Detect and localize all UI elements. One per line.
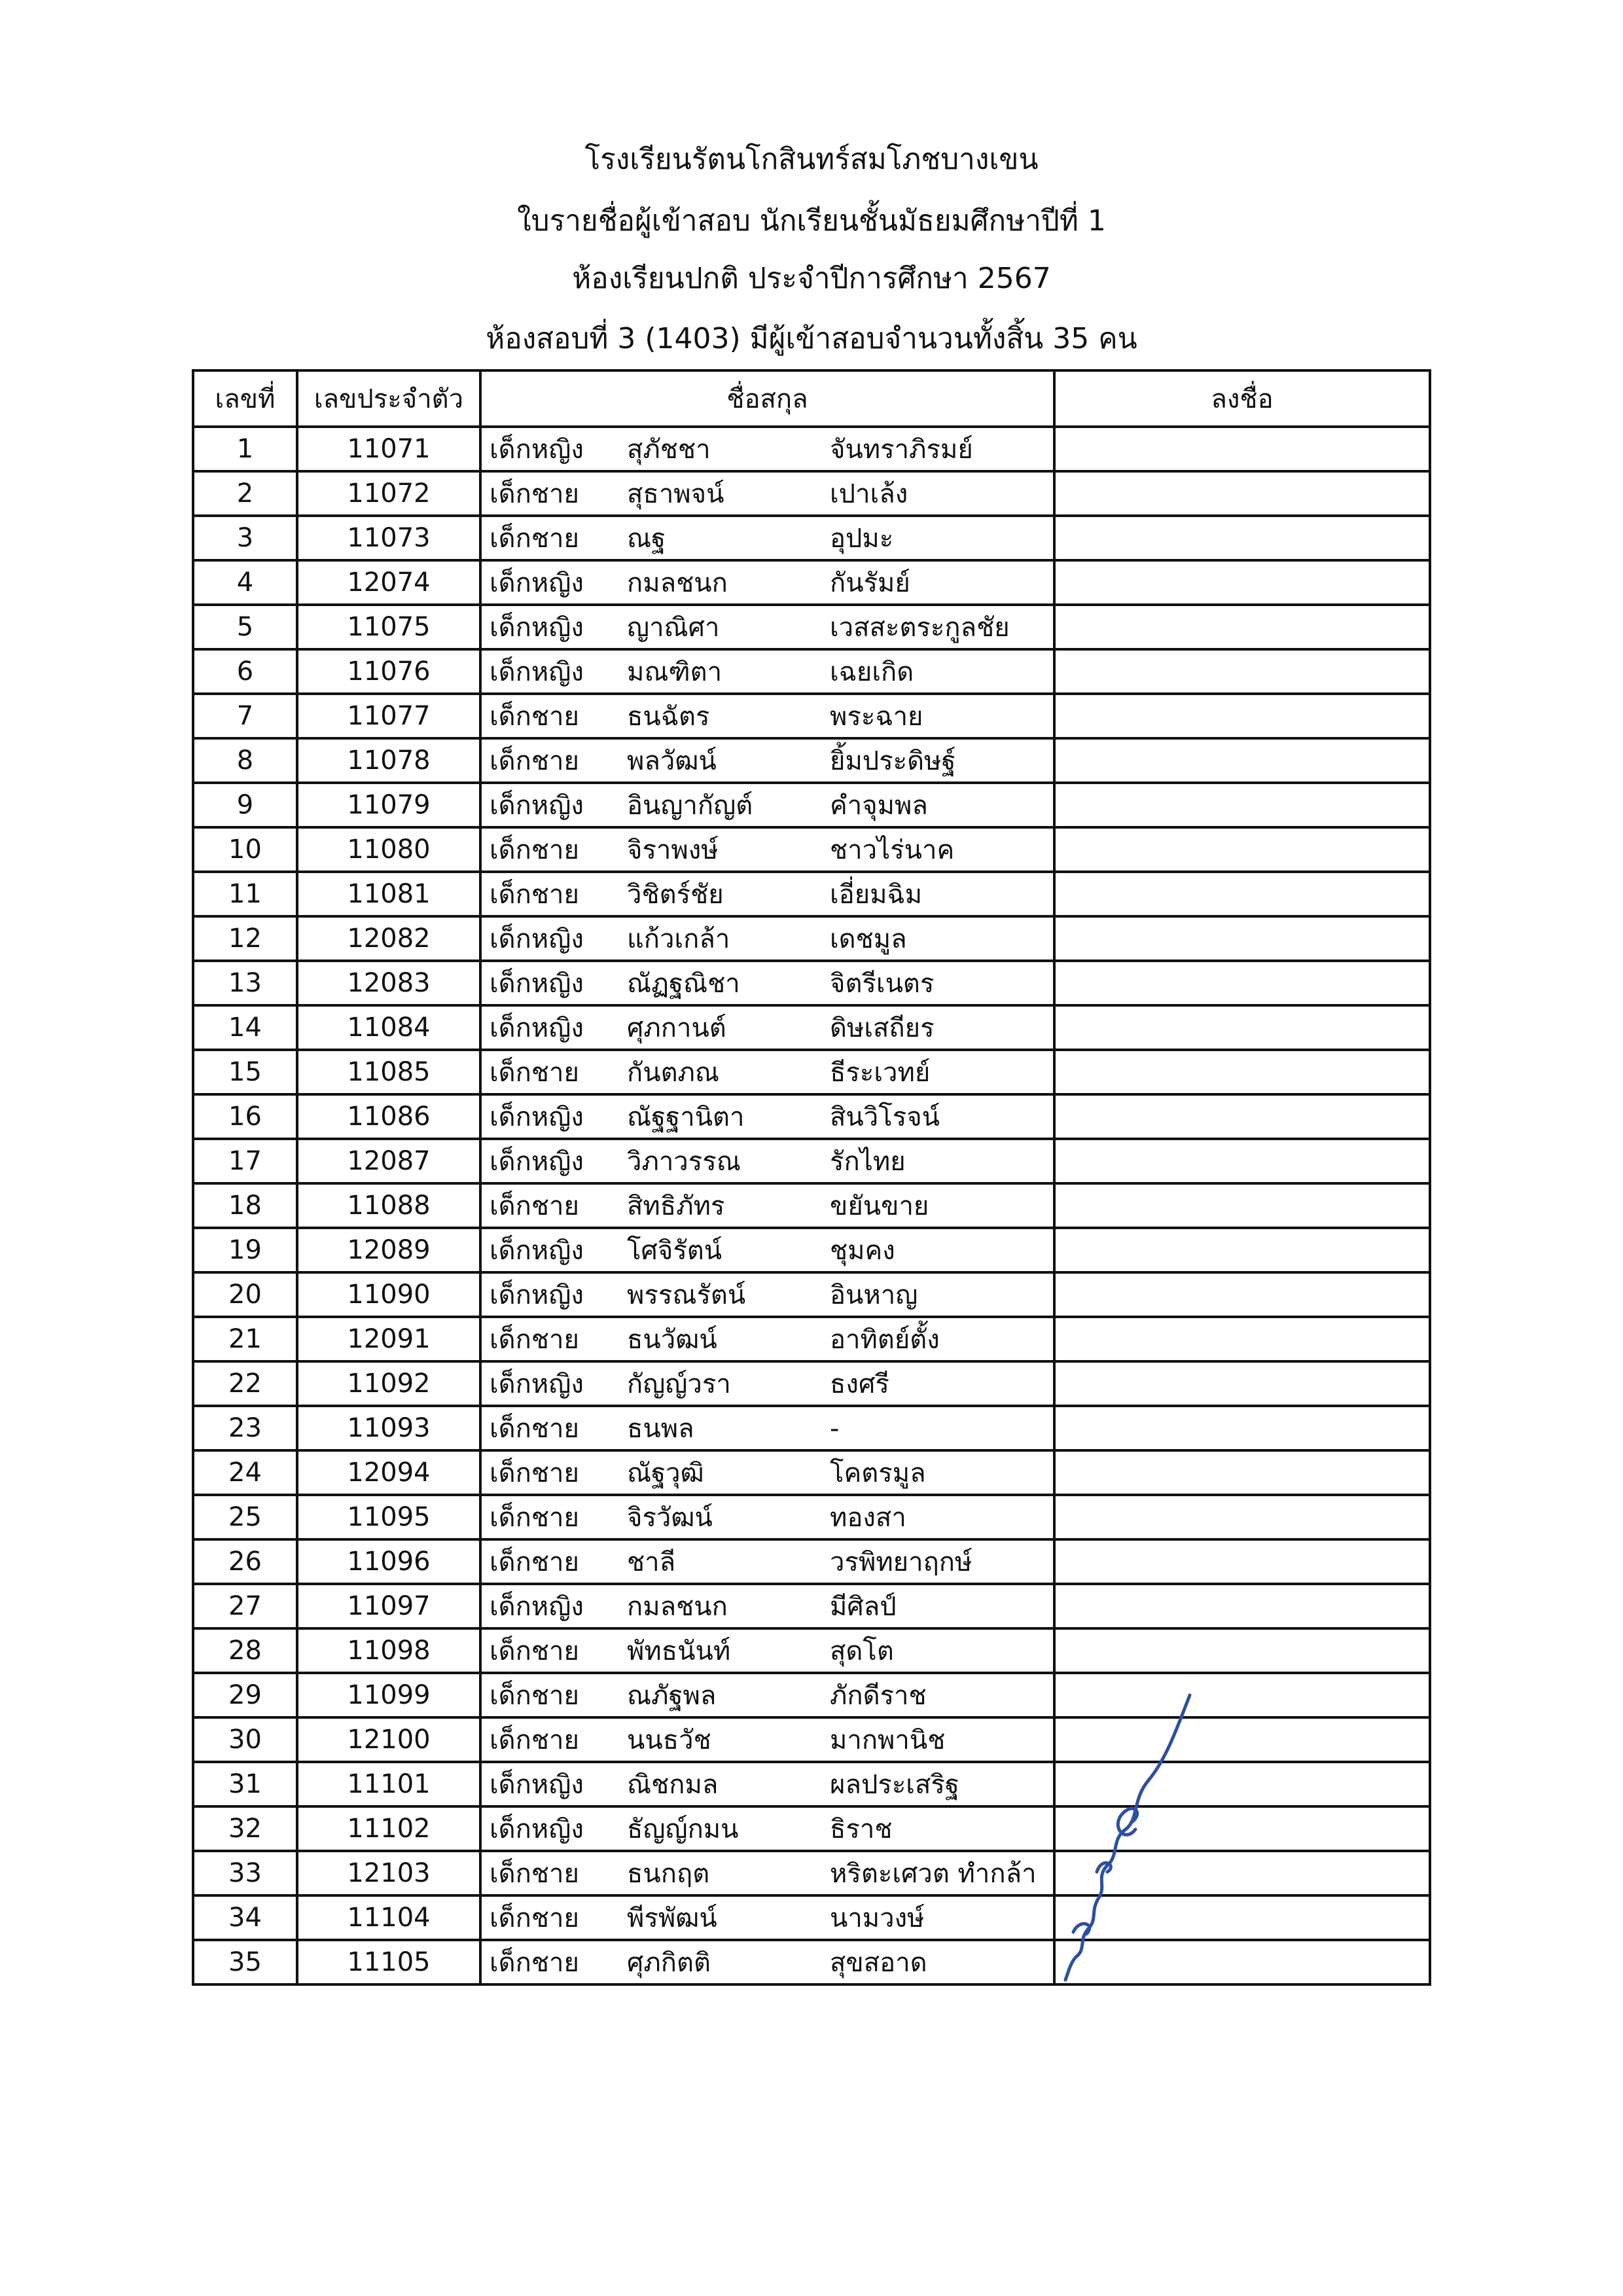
row-number: 15 <box>193 1050 297 1094</box>
signature-cell[interactable] <box>1054 1495 1430 1539</box>
student-id: 11095 <box>297 1495 480 1539</box>
signature-cell[interactable] <box>1054 1762 1430 1806</box>
row-number: 23 <box>193 1406 297 1450</box>
table-row <box>193 1584 1430 1628</box>
student-name <box>480 1450 1054 1495</box>
row-number: 8 <box>193 738 297 783</box>
student-name <box>480 1673 1054 1717</box>
student-id: 11086 <box>297 1094 480 1139</box>
student-name <box>480 1183 1054 1228</box>
name-prefix: เด็กชาย <box>490 1058 579 1088</box>
table-row <box>193 1228 1430 1272</box>
student-id: 12087 <box>297 1139 480 1183</box>
table-row <box>193 1806 1430 1851</box>
student-id: 12089 <box>297 1228 480 1272</box>
last-name: สินวิโรจน์ <box>830 1102 940 1132</box>
row-number: 22 <box>193 1361 297 1406</box>
student-id: 11098 <box>297 1628 480 1673</box>
signature-cell[interactable] <box>1054 1584 1430 1628</box>
first-name: ธนวัฒน์ <box>627 1325 717 1355</box>
student-name <box>480 1495 1054 1539</box>
last-name: ธิราช <box>830 1814 893 1844</box>
student-id: 11072 <box>297 471 480 516</box>
last-name: พระฉาย <box>830 702 923 732</box>
row-number: 30 <box>193 1717 297 1762</box>
row-number: 20 <box>193 1272 297 1317</box>
name-prefix: เด็กชาย <box>490 524 579 554</box>
last-name: เวสสะตระกูลชัย <box>830 613 1010 643</box>
table-row <box>193 694 1430 738</box>
column-header-name: ชื่อสกุล <box>480 370 1054 427</box>
column-header-signature: ลงชื่อ <box>1054 370 1430 427</box>
student-name <box>480 694 1054 738</box>
signature-cell[interactable] <box>1054 1628 1430 1673</box>
student-id: 12100 <box>297 1717 480 1762</box>
signature-cell[interactable] <box>1054 427 1430 471</box>
first-name: ชาลี <box>627 1547 676 1577</box>
name-prefix: เด็กหญิง <box>490 924 584 954</box>
last-name: จิตรีเนตร <box>830 969 935 999</box>
student-id: 11102 <box>297 1806 480 1851</box>
signature-cell[interactable] <box>1054 738 1430 783</box>
last-name: ชุมคง <box>830 1236 895 1266</box>
signature-cell[interactable] <box>1054 1940 1430 1984</box>
student-id: 11077 <box>297 694 480 738</box>
student-name <box>480 471 1054 516</box>
student-id: 11079 <box>297 783 480 827</box>
first-name: พลวัฒน์ <box>627 746 717 776</box>
document-subtitle: ใบรายชื่อผู้เข้าสอบ นักเรียนชั้นมัธยมศึกษาปีที่ 1 <box>517 204 1106 238</box>
table-row <box>193 783 1430 827</box>
table-row <box>193 1851 1430 1895</box>
signature-cell[interactable] <box>1054 1851 1430 1895</box>
table-row <box>193 1495 1430 1539</box>
signature-cell[interactable] <box>1054 783 1430 827</box>
signature-cell[interactable] <box>1054 1183 1430 1228</box>
row-number: 24 <box>193 1450 297 1495</box>
table-row <box>193 1673 1430 1717</box>
last-name: เดชมูล <box>830 924 907 954</box>
row-number: 33 <box>193 1851 297 1895</box>
last-name: จันทราภิรมย์ <box>830 435 973 465</box>
signature-cell[interactable] <box>1054 516 1430 560</box>
table-row <box>193 605 1430 649</box>
table-row <box>193 1050 1430 1094</box>
name-prefix: เด็กชาย <box>490 746 579 776</box>
first-name: สุภัชชา <box>627 435 711 465</box>
row-number: 6 <box>193 649 297 694</box>
last-name: ยิ้มประดิษฐ์ <box>830 746 956 776</box>
name-prefix: เด็กหญิง <box>490 1013 584 1043</box>
row-number: 9 <box>193 783 297 827</box>
first-name: พรรณรัตน์ <box>627 1280 746 1310</box>
student-name <box>480 516 1054 560</box>
student-id: 11080 <box>297 827 480 872</box>
table-row <box>193 916 1430 961</box>
row-number: 12 <box>193 916 297 961</box>
name-prefix: เด็กชาย <box>490 1414 579 1444</box>
last-name: ทองสา <box>830 1503 906 1533</box>
signature-cell[interactable] <box>1054 1806 1430 1851</box>
last-name: ชาวไร่นาค <box>830 835 955 865</box>
student-name <box>480 1628 1054 1673</box>
row-number: 19 <box>193 1228 297 1272</box>
last-name: มีศิลป์ <box>830 1592 897 1622</box>
first-name: พีรพัฒน์ <box>627 1903 717 1933</box>
row-number: 5 <box>193 605 297 649</box>
student-name <box>480 1094 1054 1139</box>
student-name <box>480 872 1054 916</box>
signature-cell[interactable] <box>1054 471 1430 516</box>
table-row <box>193 427 1430 471</box>
student-id: 11073 <box>297 516 480 560</box>
table-row <box>193 649 1430 694</box>
student-id: 12074 <box>297 560 480 605</box>
column-header-number: เลขที่ <box>193 370 297 427</box>
signature-cell[interactable] <box>1054 694 1430 738</box>
student-id: 11096 <box>297 1539 480 1584</box>
table-row <box>193 1940 1430 1984</box>
table-row <box>193 1361 1430 1406</box>
program-line: ห้องเรียนปกติ ประจำปีการศึกษา 2567 <box>572 262 1051 295</box>
student-name <box>480 961 1054 1005</box>
row-number: 11 <box>193 872 297 916</box>
signature-cell[interactable] <box>1054 1406 1430 1450</box>
row-number: 7 <box>193 694 297 738</box>
student-name <box>480 1851 1054 1895</box>
first-name: ณัฐฐานิตา <box>627 1102 745 1132</box>
row-number: 26 <box>193 1539 297 1584</box>
student-id: 12103 <box>297 1851 480 1895</box>
last-name: กันรัมย์ <box>830 568 910 598</box>
name-prefix: เด็กชาย <box>490 1325 579 1355</box>
first-name: ธนฉัตร <box>627 702 710 732</box>
first-name: ณิชกมล <box>627 1770 719 1800</box>
last-name: - <box>830 1414 840 1444</box>
name-prefix: เด็กหญิง <box>490 1592 584 1622</box>
signature-cell[interactable] <box>1054 961 1430 1005</box>
student-id: 11093 <box>297 1406 480 1450</box>
table-row <box>193 1406 1430 1450</box>
last-name: นามวงษ์ <box>830 1903 925 1933</box>
signature-cell[interactable] <box>1054 560 1430 605</box>
row-number: 4 <box>193 560 297 605</box>
table-row <box>193 1272 1430 1317</box>
student-name <box>480 1050 1054 1094</box>
first-name: ณฐ <box>627 524 666 554</box>
row-number: 31 <box>193 1762 297 1806</box>
row-number: 10 <box>193 827 297 872</box>
row-number: 2 <box>193 471 297 516</box>
student-name <box>480 1584 1054 1628</box>
table-row <box>193 1094 1430 1139</box>
name-prefix: เด็กหญิง <box>490 1280 584 1310</box>
last-name: อุปมะ <box>830 524 894 554</box>
first-name: นนธวัช <box>627 1725 711 1755</box>
student-id: 12083 <box>297 961 480 1005</box>
table-row <box>193 516 1430 560</box>
signature-cell[interactable] <box>1054 1539 1430 1584</box>
signature-cell[interactable] <box>1054 916 1430 961</box>
name-prefix: เด็กชาย <box>490 1725 579 1755</box>
table-row <box>193 560 1430 605</box>
signature-cell[interactable] <box>1054 1272 1430 1317</box>
student-name <box>480 1361 1054 1406</box>
signature-cell[interactable] <box>1054 1050 1430 1094</box>
first-name: ธนกฤต <box>627 1859 710 1889</box>
student-name <box>480 1940 1054 1984</box>
signature-cell[interactable] <box>1054 1094 1430 1139</box>
student-name <box>480 1717 1054 1762</box>
first-name: สิทธิภัทร <box>627 1191 725 1221</box>
name-prefix: เด็กหญิง <box>490 1770 584 1800</box>
roster-table <box>192 369 1431 1986</box>
first-name: จิราพงษ์ <box>627 835 719 865</box>
table-row <box>193 1005 1430 1050</box>
first-name: ณัฐวุฒิ <box>627 1458 704 1488</box>
first-name: กันตภณ <box>627 1058 720 1088</box>
table-row <box>193 1139 1430 1183</box>
name-prefix: เด็กหญิง <box>490 1369 584 1399</box>
last-name: มากพานิช <box>830 1725 946 1755</box>
name-prefix: เด็กชาย <box>490 1681 579 1711</box>
row-number: 29 <box>193 1673 297 1717</box>
last-name: ผลประเสริฐ <box>830 1770 959 1800</box>
roster-body <box>193 427 1430 1984</box>
last-name: เปาเล้ง <box>830 479 908 509</box>
name-prefix: เด็กชาย <box>490 1859 579 1889</box>
student-id: 11105 <box>297 1940 480 1984</box>
table-row <box>193 1539 1430 1584</box>
last-name: ขยันขาย <box>830 1191 929 1221</box>
first-name: วิชิตร์ชัย <box>627 880 724 910</box>
first-name: โศจิรัตน์ <box>627 1236 722 1266</box>
student-name <box>480 1005 1054 1050</box>
row-number: 16 <box>193 1094 297 1139</box>
name-prefix: เด็กหญิง <box>490 435 584 465</box>
student-id: 11104 <box>297 1895 480 1940</box>
row-number: 21 <box>193 1317 297 1361</box>
table-row <box>193 872 1430 916</box>
name-prefix: เด็กหญิง <box>490 568 584 598</box>
table-row <box>193 1317 1430 1361</box>
first-name: กัญญ์วรา <box>627 1369 731 1399</box>
name-prefix: เด็กชาย <box>490 835 579 865</box>
last-name: ภักดีราช <box>830 1681 927 1711</box>
last-name: เอี่ยมฉิม <box>830 880 923 910</box>
last-name: วรพิทยาฤกษ์ <box>830 1547 972 1577</box>
first-name: วิภาวรรณ <box>627 1147 741 1177</box>
last-name: ดิษเสถียร <box>830 1013 935 1043</box>
student-id: 11092 <box>297 1361 480 1406</box>
student-id: 11081 <box>297 872 480 916</box>
student-name <box>480 916 1054 961</box>
student-name <box>480 649 1054 694</box>
last-name: ธีระเวทย์ <box>830 1058 931 1088</box>
row-number: 32 <box>193 1806 297 1851</box>
student-id: 11078 <box>297 738 480 783</box>
student-name <box>480 1139 1054 1183</box>
student-name <box>480 783 1054 827</box>
last-name: เฉยเกิด <box>830 657 914 687</box>
table-row <box>193 1183 1430 1228</box>
student-name <box>480 1406 1054 1450</box>
table-row <box>193 1895 1430 1940</box>
first-name: ณัฏฐณิชา <box>627 969 740 999</box>
name-prefix: เด็กชาย <box>490 1547 579 1577</box>
last-name: อาทิตย์ตั้ง <box>830 1325 940 1355</box>
student-name <box>480 1539 1054 1584</box>
student-id: 11076 <box>297 649 480 694</box>
signature-cell[interactable] <box>1054 1228 1430 1272</box>
name-prefix: เด็กหญิง <box>490 1147 584 1177</box>
student-id: 11101 <box>297 1762 480 1806</box>
signature-cell[interactable] <box>1054 605 1430 649</box>
table-row <box>193 1450 1430 1495</box>
student-name <box>480 560 1054 605</box>
row-number: 14 <box>193 1005 297 1050</box>
last-name: คำจุมพล <box>830 791 928 821</box>
student-id: 11099 <box>297 1673 480 1717</box>
name-prefix: เด็กชาย <box>490 880 579 910</box>
student-id: 11071 <box>297 427 480 471</box>
student-id: 12091 <box>297 1317 480 1361</box>
signature-cell[interactable] <box>1054 872 1430 916</box>
row-number: 1 <box>193 427 297 471</box>
student-id: 12082 <box>297 916 480 961</box>
name-prefix: เด็กชาย <box>490 1948 579 1978</box>
name-prefix: เด็กชาย <box>490 1903 579 1933</box>
row-number: 28 <box>193 1628 297 1673</box>
name-prefix: เด็กหญิง <box>490 657 584 687</box>
last-name: โคตรมูล <box>830 1458 926 1488</box>
student-name <box>480 1762 1054 1806</box>
signature-cell[interactable] <box>1054 1005 1430 1050</box>
student-name <box>480 1272 1054 1317</box>
name-prefix: เด็กชาย <box>490 702 579 732</box>
signature-cell[interactable] <box>1054 649 1430 694</box>
first-name: สุธาพจน์ <box>627 479 724 509</box>
student-id: 11088 <box>297 1183 480 1228</box>
first-name: มณฑิตา <box>627 657 722 687</box>
student-id: 11097 <box>297 1584 480 1628</box>
signature-cell[interactable] <box>1054 1361 1430 1406</box>
signature-cell[interactable] <box>1054 827 1430 872</box>
signature-cell[interactable] <box>1054 1139 1430 1183</box>
signature-cell[interactable] <box>1054 1450 1430 1495</box>
signature-cell[interactable] <box>1054 1673 1430 1717</box>
table-row <box>193 1628 1430 1673</box>
last-name: สุดโต <box>830 1636 894 1666</box>
signature-cell[interactable] <box>1054 1317 1430 1361</box>
first-name: ณภัฐพล <box>627 1681 717 1711</box>
first-name: พัทธนันท์ <box>627 1636 731 1666</box>
name-prefix: เด็กหญิง <box>490 1814 584 1844</box>
name-prefix: เด็กชาย <box>490 1458 579 1488</box>
student-name <box>480 427 1054 471</box>
first-name: ธนพล <box>627 1414 694 1444</box>
table-header-row <box>193 370 1430 427</box>
table-row <box>193 961 1430 1005</box>
row-number: 35 <box>193 1940 297 1984</box>
row-number: 18 <box>193 1183 297 1228</box>
first-name: ศุภกานต์ <box>627 1013 726 1043</box>
last-name: อินหาญ <box>830 1280 918 1310</box>
row-number: 27 <box>193 1584 297 1628</box>
name-prefix: เด็กหญิง <box>490 613 584 643</box>
row-number: 17 <box>193 1139 297 1183</box>
last-name: สุขสอาด <box>830 1948 927 1978</box>
last-name: ธงศรี <box>830 1369 889 1399</box>
student-name <box>480 1895 1054 1940</box>
last-name: หริตะเศวต ทำกล้า <box>830 1859 1037 1889</box>
name-prefix: เด็กหญิง <box>490 969 584 999</box>
column-header-student-id: เลขประจำตัว <box>297 370 480 427</box>
signature-cell[interactable] <box>1054 1717 1430 1762</box>
student-id: 11085 <box>297 1050 480 1094</box>
table-row <box>193 738 1430 783</box>
exam-room-line: ห้องสอบที่ 3 (1403) มีผู้เข้าสอบจำนวนทั้งสิ้น 35 คน <box>486 322 1137 355</box>
table-row <box>193 1762 1430 1806</box>
student-id: 11075 <box>297 605 480 649</box>
student-name <box>480 605 1054 649</box>
student-name <box>480 1806 1054 1851</box>
student-name <box>480 738 1054 783</box>
name-prefix: เด็กหญิง <box>490 1236 584 1266</box>
student-id: 11084 <box>297 1005 480 1050</box>
first-name: ญาณิศา <box>627 613 720 643</box>
first-name: ศุภกิตติ <box>627 1948 711 1978</box>
last-name: รักไทย <box>830 1147 906 1177</box>
name-prefix: เด็กชาย <box>490 1503 579 1533</box>
first-name: จิรวัฒน์ <box>627 1503 713 1533</box>
first-name: ธัญญ์กมน <box>627 1814 739 1844</box>
student-id: 11090 <box>297 1272 480 1317</box>
table-row <box>193 1717 1430 1762</box>
row-number: 13 <box>193 961 297 1005</box>
student-id: 12094 <box>297 1450 480 1495</box>
student-name <box>480 1317 1054 1361</box>
first-name: อินญากัญต์ <box>627 791 753 821</box>
student-name <box>480 1228 1054 1272</box>
name-prefix: เด็กชาย <box>490 479 579 509</box>
first-name: กมลชนก <box>627 568 728 598</box>
name-prefix: เด็กชาย <box>490 1191 579 1221</box>
row-number: 34 <box>193 1895 297 1940</box>
school-name: โรงเรียนรัตนโกสินทร์สมโภชบางเขน <box>584 143 1039 176</box>
table-row <box>193 827 1430 872</box>
name-prefix: เด็กหญิง <box>490 791 584 821</box>
name-prefix: เด็กชาย <box>490 1636 579 1666</box>
signature-cell[interactable] <box>1054 1895 1430 1940</box>
name-prefix: เด็กหญิง <box>490 1102 584 1132</box>
student-name <box>480 827 1054 872</box>
first-name: กมลชนก <box>627 1592 728 1622</box>
row-number: 25 <box>193 1495 297 1539</box>
table-row <box>193 471 1430 516</box>
first-name: แก้วเกล้า <box>627 924 730 954</box>
row-number: 3 <box>193 516 297 560</box>
